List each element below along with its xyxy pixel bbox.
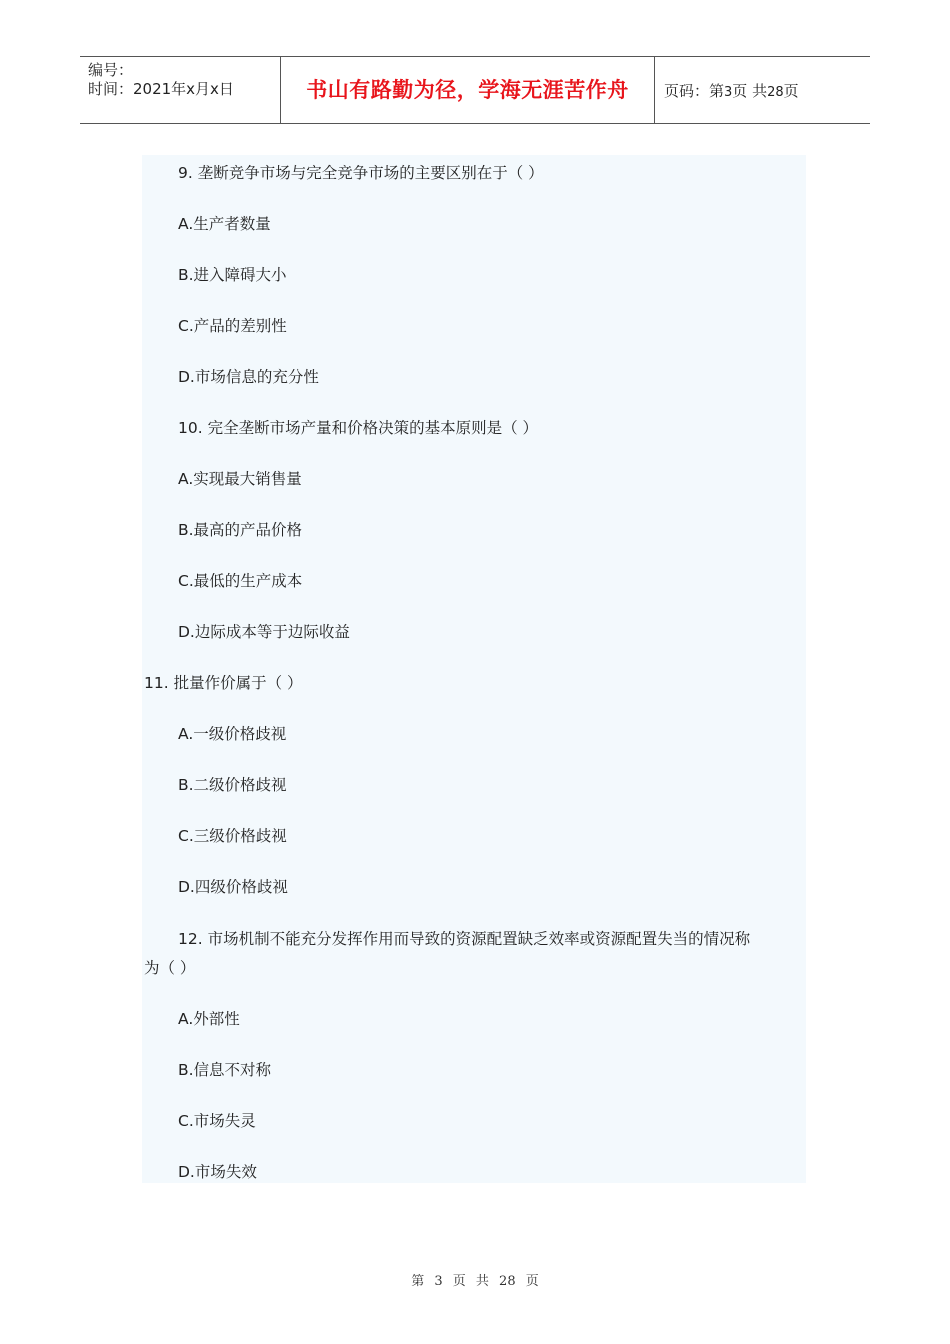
page-header xyxy=(80,56,870,124)
option-a: A.生产者数量 xyxy=(178,215,271,233)
page-mid-label: 页 共 xyxy=(732,82,768,100)
page-end-label: 页 xyxy=(783,82,799,100)
page-footer: 第 3 页 共 28 页 xyxy=(411,1274,539,1289)
question-stem-continuation: 为（ ） xyxy=(144,959,196,977)
option-c: C.市场失灵 xyxy=(178,1112,256,1130)
option-d: D.边际成本等于边际收益 xyxy=(178,623,350,641)
page-label: 页码：第 xyxy=(664,82,725,100)
option-b: B.二级价格歧视 xyxy=(178,776,287,794)
option-c: C.三级价格歧视 xyxy=(178,827,287,845)
question-area xyxy=(142,155,806,1183)
page-number: 3 xyxy=(724,85,733,100)
question-stem: 9. 垄断竞争市场与完全竞争市场的主要区别在于（ ） xyxy=(178,164,544,182)
question-stem: 12. 市场机制不能充分发挥作用而导致的资源配置缺乏效率或资源配置失当的情况称 xyxy=(178,930,751,948)
question-stem: 11. 批量作价属于（ ） xyxy=(144,674,303,692)
option-a: A.外部性 xyxy=(178,1010,240,1028)
option-c: C.最低的生产成本 xyxy=(178,572,303,590)
option-c: C.产品的差别性 xyxy=(178,317,287,335)
page-total: 28 xyxy=(767,85,784,100)
option-a: A.一级价格歧视 xyxy=(178,725,287,743)
header-page-info xyxy=(655,57,870,123)
option-b: B.进入障碍大小 xyxy=(178,266,287,284)
option-b: B.最高的产品价格 xyxy=(178,521,303,539)
header-motto: 书山有路勤为径，学海无涯苦作舟 xyxy=(281,57,655,123)
option-a: A.实现最大销售量 xyxy=(178,470,302,488)
option-d: D.市场信息的充分性 xyxy=(178,368,319,386)
question-stem: 10. 完全垄断市场产量和价格决策的基本原则是（ ） xyxy=(178,419,539,437)
document-date: 时间：2021年x月x日 xyxy=(88,80,234,98)
option-b: B.信息不对称 xyxy=(178,1061,272,1079)
document-number-label: 编号： xyxy=(88,61,134,79)
header-meta xyxy=(80,57,281,123)
option-d: D.四级价格歧视 xyxy=(178,878,288,896)
option-d: D.市场失效 xyxy=(178,1163,257,1181)
